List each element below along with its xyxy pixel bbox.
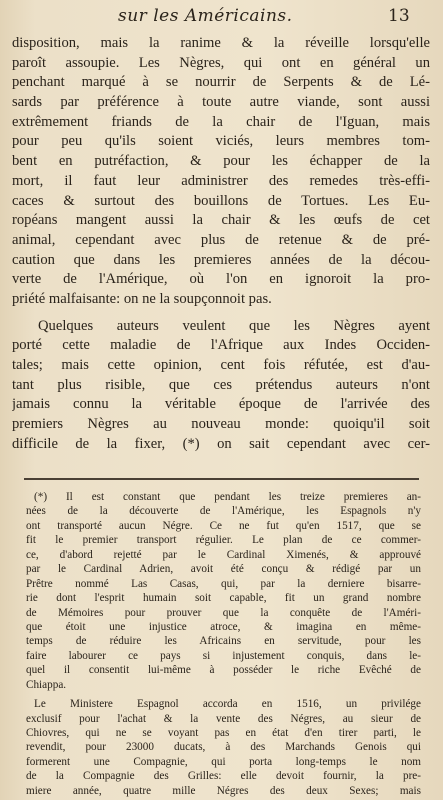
footnote-line: quel il consentit lui-même à posséder le riche Evêché de	[26, 664, 421, 677]
main-text	[12, 34, 430, 454]
footnote-line: de la Compagnie des Grilles: elle devoit fournir, la pre-	[26, 770, 421, 783]
footnote-line: Le Ministere Espagnol accorda en 1516, un privilége	[34, 698, 421, 711]
footnote-line: Prêtre nommé Las Casas, qui, par la derniere bisarre-	[26, 577, 421, 590]
main-line: Quelques auteurs veulent que les Nègres ayent	[38, 317, 430, 334]
main-line: animal, cependant avec plus de retenue & de pré-	[12, 231, 430, 248]
footnote-line: rie dont l'esprit humain soit capable, fit un grand nombre	[26, 592, 421, 605]
footnote-line: miere année, quatre mille Négres des deux Sexes; mais	[26, 784, 421, 797]
main-line: pour peu qu'ils soient viciés, leurs membres tom-	[12, 133, 430, 150]
footnote-line: revendit, pour 23000 ducats, à des Marchands Genois qui	[26, 741, 421, 754]
main-line: premiers Nègres au nouveau monde: quoiqu'il soit	[12, 416, 430, 433]
footnote-line: fit le premier transport régulier. Le plan de ce commer-	[26, 534, 421, 547]
running-header	[0, 4, 443, 30]
footnote-line: (*) Il est constant que pendant les treize premieres an-	[34, 491, 421, 503]
main-line: disposition, mais la ranime & la réveille lorsqu'elle	[12, 35, 430, 51]
footnote-line: ce, d'abord rejetté par le Cardinal Ximenés, & approuvé	[26, 548, 421, 561]
main-line: sards par préférence à toute autre viande, sont aussi	[12, 94, 430, 111]
main-line: bent en putréfaction, & pour les échapper de la	[12, 153, 430, 170]
main-line: tales; mais cette opinion, cent fois réfutée, est d'au-	[12, 357, 430, 373]
main-line: priété malfaisante: on ne la soupçonnoit pas.	[12, 290, 272, 307]
main-line: verte de l'Amérique, où l'on en ignoroit la pro-	[12, 271, 430, 288]
main-line: caution que dans les premieres années de la décou-	[12, 251, 430, 268]
main-line: difficile de la fixer, (*) on sait cependant avec cer-	[12, 435, 430, 452]
main-line: porté cette maladie de l'Afrique aux Indes Occiden-	[12, 337, 430, 354]
footnote	[26, 490, 421, 798]
page-number: 13	[388, 6, 410, 26]
footnote-line: que étoit une injustice atroce, & imagina en même-	[26, 620, 421, 633]
main-line: penchant marqué à se nourrir de Serpents & de Lé-	[12, 74, 430, 91]
footnote-line: Chiovres, qui ne se voyant pas en état d'en tirer parti, le	[26, 727, 421, 739]
footnote-line: nées de la découverte de l'Amérique, les Espagnols n'y	[26, 505, 421, 518]
footnote-line: Chiappa.	[26, 678, 67, 691]
footnote-line: de Mémoires pour prouver que la conquête de l'Améri-	[26, 606, 421, 619]
main-line: extrêmement friands de la chair de l'Iguan, mais	[12, 113, 430, 130]
footnote-line: exclusif pour l'achat & la vente des Négres, au sieur de	[26, 712, 421, 725]
footnote-line: par le Cardinal Adrien, avoit été conçu & rédigé par un	[26, 563, 421, 576]
main-line: ropéans mangent aussi la chair & les œufs de cet	[12, 212, 430, 229]
footnote-line: ont transporté aucun Négre. Ce ne fut qu'en 1517, que se	[26, 519, 421, 532]
footnote-line: formerent une Compagnie, qui porta long-temps le nom	[26, 755, 421, 768]
footnote-line: faire labourer ce pays si injustement conquis, dans le-	[26, 649, 421, 662]
main-line: mort, il faut leur administrer des remedes très-effi-	[12, 172, 430, 189]
footnote-line: temps de réduire les Africains en servitude, pour les	[26, 635, 421, 648]
running-title: sur les Américains.	[118, 6, 293, 26]
main-line: caces & surtout des bouillons de Tortues. Les Eu-	[12, 192, 430, 209]
main-line: paroît assoupie. Les Nègres, qui ont en général un	[12, 54, 430, 71]
main-line: jamais connu la véritable époque de l'arrivée des	[12, 396, 430, 413]
main-line: tant plus risible, que ces prétendus auteurs n'ont	[12, 376, 430, 393]
footnote-rule	[24, 478, 419, 480]
